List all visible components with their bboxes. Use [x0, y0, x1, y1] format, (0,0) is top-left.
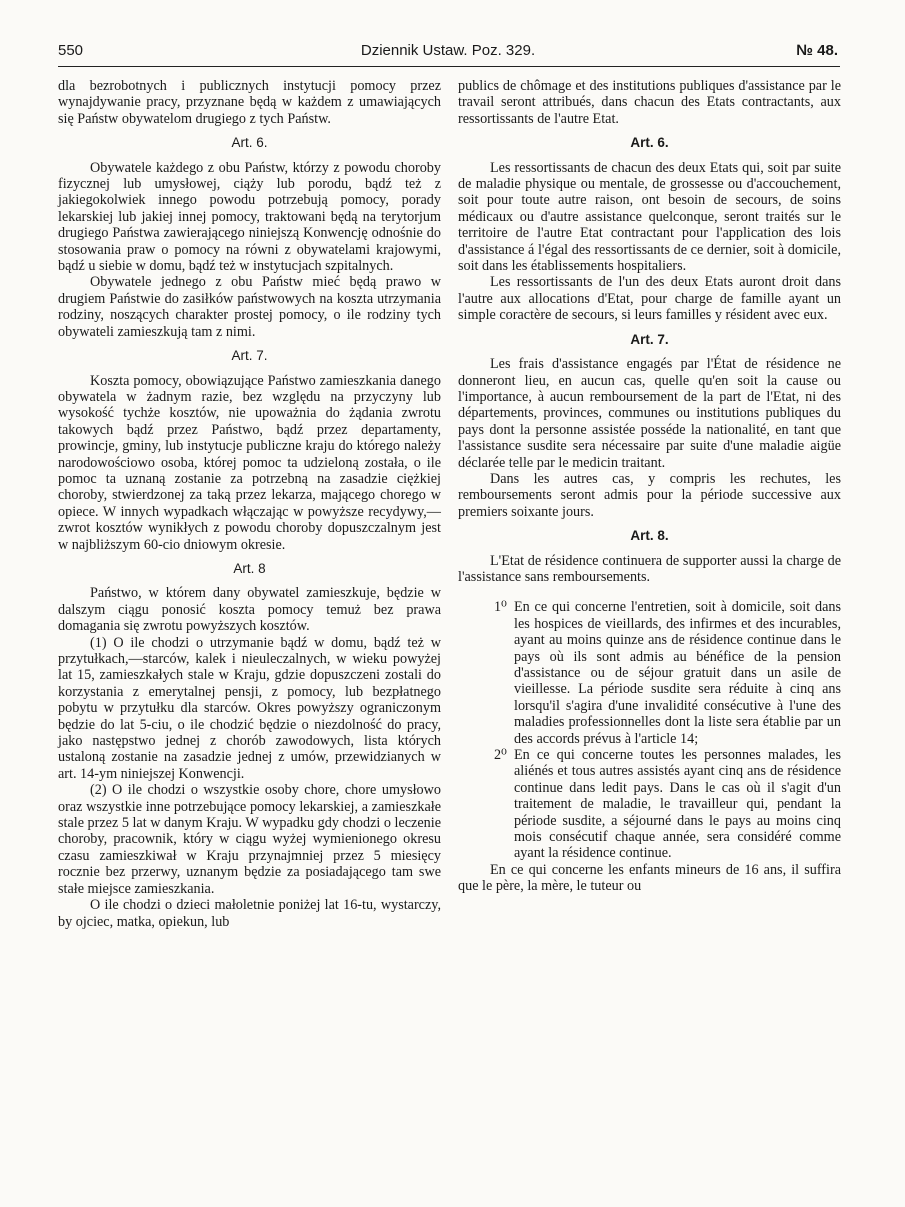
page-header [58, 42, 838, 66]
pl-art7-p1: Koszta pomocy, obowiązujące Państwo zamieszkania danego obywatela w żadnym razie, bez względu na przyczyny lub wysokość tychże kosztów, nie upoważnia do żądania zwrotu takowych bądź przez Państwo, bądź przez departamenty, prowincje, gminy, lub instytucje publiczne kraju do którego należy narodowościowo osoba, której pomoc ta udzieloną została, o ile pomoc ta uznaną zostanie za potrzebną na zasadzie ciężkiej choroby, stwierdzonej za taką przez lekarza, mającego chorego w opiece. W innych wypadkach włączając w powyższe recydywy,—zwrot kosztów wynikłych z powodu choroby dopuszczalnym jest w najbliższym 60-cio dniowym okresie. [58, 372, 441, 553]
fr-art8-heading: Art. 8. [630, 528, 669, 544]
fr-item-1-text: En ce qui concerne l'entretien, soit à domicile, soit dans les hospices de vieillards, des infirmes et des incurables, ayant au moins quinze ans de résidence continue dans le pays où ils sont admis au bénéfice de la pension d'assistance ou de séjour gratuit dans un asile de vieillesse. La période susdite sera réduite à cinq ans lorsqu'il s'agira d'une invalidité consécutive à l'une des maladies professionnelles dont la liste sera établie par un des accords prévus à l'article 14; [514, 599, 841, 747]
issue-number: № 48. [796, 42, 838, 59]
pl-art8-p1: Państwo, w którem dany obywatel zamieszkuje, będzie w dalszym ciągu ponosić koszta pomocy temuż bez prawa domagania się zwrotu powyższych kosztów. [58, 585, 441, 635]
fr-item-2-marker: 2⁰ [494, 747, 507, 764]
pl-intro: dla bezrobotnych i publicznych instytucji pomocy przez wynajdywanie pracy, przyznane będą w każdem z umawiających się Państw obywatelom drugiego z tych Państw. [58, 78, 441, 127]
pl-art8-p2: (1) O ile chodzi o utrzymanie bądź w domu, bądź też w przytułkach,—starców, kalek i nieuleczalnych, w wieku powyżej lat 15, zamieszkałych stale w Kraju, gdzie dopuszczeni zostali do korzystania z emerytalnej pensji, z pomocy, lub bezpłatnego pobytu w przytułku dla starców. Okres powyższy ograniczonym będzie do lat 5-ciu, o ile chodzić będzie o niezdolność do pracy, jako następstwo jednej z chorób zawodowych, lista których ustaloną zostanie na zasadzie jednej z umów, przewidzianych w art. 14-ym niniejszej Konwencji. [58, 634, 441, 782]
fr-art7-heading: Art. 7. [630, 331, 669, 347]
fr-art6-p2: Les ressortissants de l'un des deux Etats auront droit dans l'autre aux allocations d'Etat, pour charge de famille ayant un simple coractère de secours, si leurs familles y résident avec eux. [458, 274, 841, 324]
header-rule [58, 66, 840, 67]
polish-column [58, 78, 441, 930]
french-column [458, 78, 841, 895]
fr-art7-p1: Les frais d'assistance engagés par l'État de résidence ne donneront lieu, en aucun cas, quelle qu'en soit la cause ou l'importance, à aucun remboursement de la part de l'Etat, ni des départements, provinces, communes ou institutions publiques du pays dont la personne assistée posséde la nationalité, en tant que l'assistance susdite sera nécessaire par suite d'une maladie aigüe déclarée telle par le medicin traitant. [458, 356, 841, 471]
fr-art7-p2: Dans les autres cas, y compris les rechutes, les remboursements seront admis pour la période successive aux premiers soixante jours. [458, 470, 841, 520]
fr-art6-heading: Art. 6. [630, 135, 669, 151]
pl-art8-p4: O ile chodzi o dzieci małoletnie poniżej lat 16-tu, wystarczy, by ojciec, matka, opiekun, lub [58, 897, 441, 930]
fr-item-1-marker: 1⁰ [494, 599, 507, 616]
fr-item-2-text: En ce qui concerne toutes les personnes malades, les aliénés et tous autres assistés ayant cinq ans de résidence continue dans ledit pays. Dans le cas où il s'agit d'un traitement de maladie, le travailleur qui, pendant la période susdite, a séjourné dans le pays au moins cinq mois consécutif chaque année, sera considéré comme ayant la résidence continue. [514, 747, 841, 862]
fr-art8-p1: L'Etat de résidence continuera de supporter aussi la charge de l'assistance sans remboursements. [458, 552, 841, 585]
fr-final: En ce qui concerne les enfants mineurs de 16 ans, il suffira que le père, la mère, le tuteur ou [458, 861, 841, 895]
journal-title: Dziennik Ustaw. Poz. 329. [360, 42, 536, 59]
page-number: 550 [58, 42, 84, 59]
pl-art8-p3: (2) O ile chodzi o wszystkie osoby chore, chore umysłowo oraz wszystkie inne potrzebujące pomocy lekarskiej, a zamieszkałe stale przez 5 lat w danym Kraju. W wypadku gdy chodzi o leczenie choroby, pracownik, który w ciągu wyżej wymienionego okresu czasu zamieszkiwał w Kraju przynajmniej przez 5 miesięcy rocznie bez przerwy, uznanym będzie za posiadającego tam swe stałe miejsce zamieszkania. [58, 782, 441, 897]
spacer [458, 585, 841, 599]
fr-art6-p1: Les ressortissants de chacun des deux Etats qui, soit par suite de maladie physique ou mentale, de grossesse ou d'accouchement, soit pour toute autre raison, ont besoin de secours, de soins médicaux ou d'autre assistance quelconque, seront traités sur le territoire de l'autre Etat contractant pour l'application des lois d'assistance á l'égal des ressortissants de ce dernier, soit à domicile, soit dans les établissements hospitaliers. [458, 159, 841, 275]
pl-art6-heading: Art. 6. [231, 135, 268, 151]
pl-art6-p1: Obywatele każdego z obu Państw, którzy z powodu choroby fizycznej lub umysłowej, ciąży lub porodu, bądź też z jakiegokolwiek innego powodu potrzebują pomocy, porady lekarskiej lub jakiej innej pomocy, traktowani będą na terytorjum drugiego Państwa zawierającego niniejszą Konwencję odnośnie do stosowania praw o pomocy na równi z obywatelami krajowymi, bądź u siebie w domu, bądź też w instytucjach szpitalnych. [58, 159, 441, 275]
pl-art7-heading: Art. 7. [231, 348, 268, 364]
fr-intro: publics de chômage et des institutions publiques d'assistance par le travail seront attribués, dans chacun des Etats contractants, aux ressortissants de l'autre Etat. [458, 78, 841, 127]
fr-item-1 [494, 599, 841, 747]
fr-item-2 [494, 747, 841, 862]
pl-art6-p2: Obywatele jednego z obu Państw mieć będą prawo w drugiem Państwie do zasiłków państwowych na koszta utrzymania rodziny, noszących charakter prostej pomocy, o ile rodziny tych obywateli zamieszkują tam z nimi. [58, 274, 441, 340]
pl-art8-heading: Art. 8 [233, 560, 266, 576]
